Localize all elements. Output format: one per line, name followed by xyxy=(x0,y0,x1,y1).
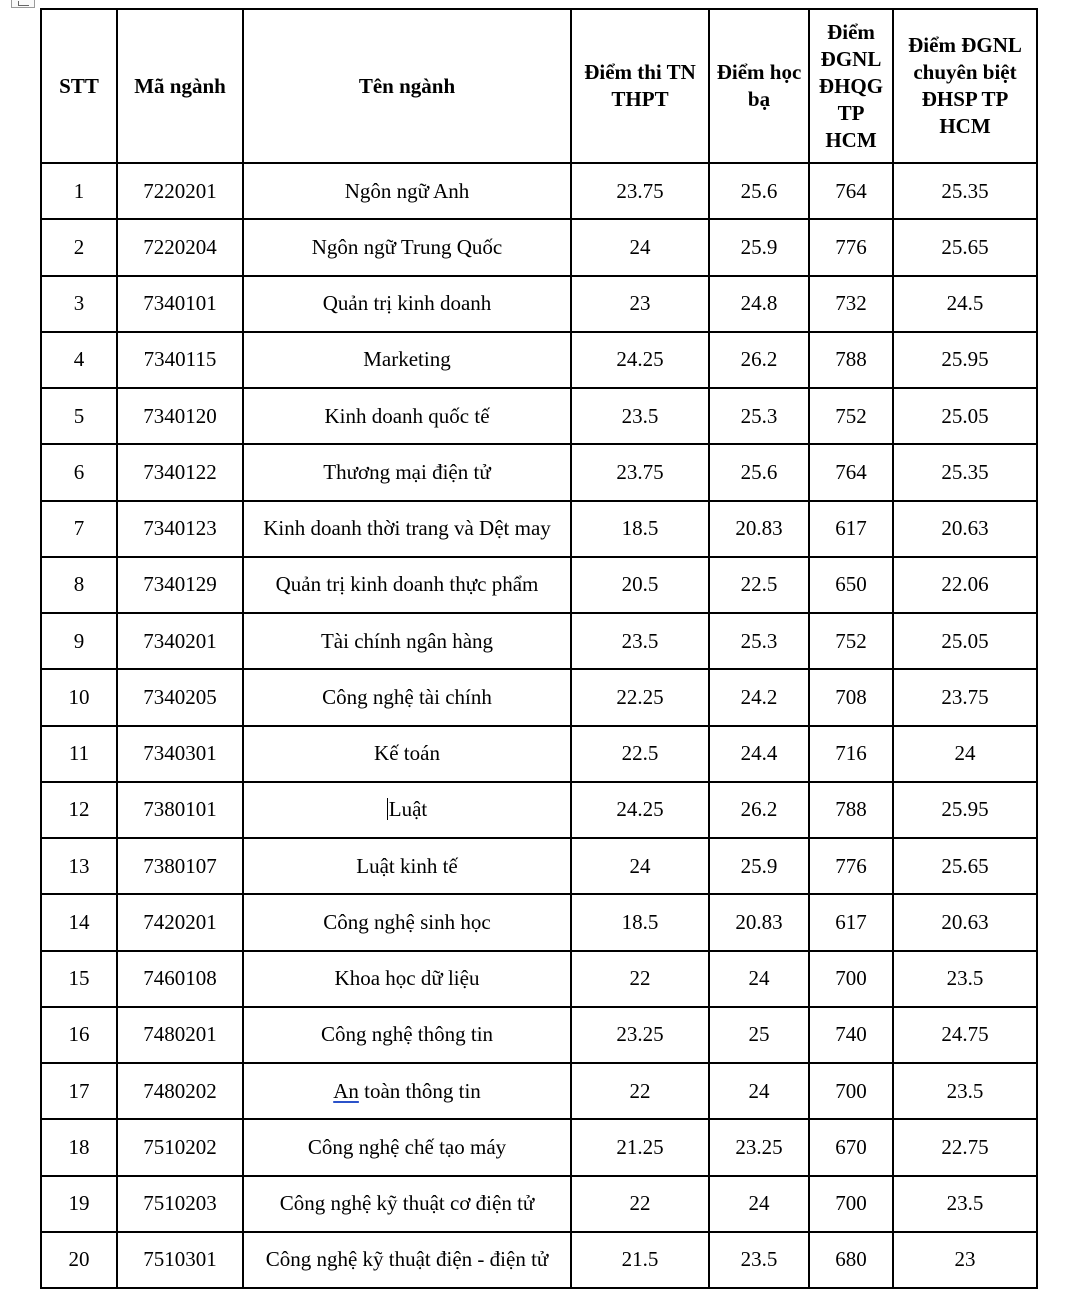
cell-thpt-score: 24 xyxy=(571,838,709,894)
cell-major-name: Công nghệ chế tạo máy xyxy=(243,1119,571,1175)
cell-major-name: Công nghệ thông tin xyxy=(243,1007,571,1063)
cell-dgnl-hcmue-score: 24.75 xyxy=(893,1007,1037,1063)
spellcheck-underlined-word: An xyxy=(333,1078,359,1103)
major-name-text: toàn thông tin xyxy=(358,1078,481,1103)
cell-thpt-score: 22.5 xyxy=(571,726,709,782)
cell-transcript-score: 20.83 xyxy=(709,501,809,557)
cell-dgnl-hcmue-score: 25.35 xyxy=(893,444,1037,500)
cell-dgnl-vnu-score: 708 xyxy=(809,669,893,725)
cell-stt: 18 xyxy=(41,1119,117,1175)
cell-major-code: 7420201 xyxy=(117,894,243,950)
cell-stt: 6 xyxy=(41,444,117,500)
cell-transcript-score: 24 xyxy=(709,951,809,1007)
cell-dgnl-hcmue-score: 25.05 xyxy=(893,388,1037,444)
cell-transcript-score: 25.6 xyxy=(709,163,809,219)
cell-stt: 8 xyxy=(41,557,117,613)
cell-dgnl-hcmue-score: 24.5 xyxy=(893,276,1037,332)
cell-transcript-score: 24 xyxy=(709,1063,809,1119)
cell-dgnl-vnu-score: 764 xyxy=(809,444,893,500)
cell-dgnl-vnu-score: 776 xyxy=(809,219,893,275)
cell-dgnl-hcmue-score: 23.75 xyxy=(893,669,1037,725)
table-row xyxy=(41,276,1037,332)
header-dgnl-vnu-score: Điểm ĐGNL ĐHQG TP HCM xyxy=(809,9,893,163)
cell-stt: 1 xyxy=(41,163,117,219)
cell-major-name: Khoa học dữ liệu xyxy=(243,951,571,1007)
cell-thpt-score: 22 xyxy=(571,951,709,1007)
cell-major-name: Công nghệ tài chính xyxy=(243,669,571,725)
table-header-row xyxy=(41,9,1037,163)
cell-stt: 15 xyxy=(41,951,117,1007)
table-row xyxy=(41,1176,1037,1232)
cell-thpt-score: 23.5 xyxy=(571,613,709,669)
cell-thpt-score: 18.5 xyxy=(571,894,709,950)
cell-thpt-score: 23 xyxy=(571,276,709,332)
cell-thpt-score: 23.5 xyxy=(571,388,709,444)
cell-thpt-score: 22 xyxy=(571,1063,709,1119)
cell-major-name: Marketing xyxy=(243,332,571,388)
cell-major-code: 7340129 xyxy=(117,557,243,613)
header-dgnl-hcmue-score: Điểm ĐGNL chuyên biệt ĐHSP TP HCM xyxy=(893,9,1037,163)
header-major-code: Mã ngành xyxy=(117,9,243,163)
cell-dgnl-vnu-score: 617 xyxy=(809,894,893,950)
cell-thpt-score: 23.75 xyxy=(571,163,709,219)
cell-major-name: Công nghệ kỹ thuật cơ điện tử xyxy=(243,1176,571,1232)
table-row xyxy=(41,557,1037,613)
table-row xyxy=(41,894,1037,950)
table-row xyxy=(41,1063,1037,1119)
cell-major-code: 7340123 xyxy=(117,501,243,557)
cell-dgnl-vnu-score: 700 xyxy=(809,1176,893,1232)
cell-thpt-score: 22 xyxy=(571,1176,709,1232)
cell-transcript-score: 24.2 xyxy=(709,669,809,725)
cell-dgnl-hcmue-score: 25.35 xyxy=(893,163,1037,219)
cell-stt: 19 xyxy=(41,1176,117,1232)
cell-stt: 17 xyxy=(41,1063,117,1119)
table-row xyxy=(41,1232,1037,1288)
cell-stt: 9 xyxy=(41,613,117,669)
cell-major-name: Kế toán xyxy=(243,726,571,782)
cell-transcript-score: 24 xyxy=(709,1176,809,1232)
cell-dgnl-hcmue-score: 22.06 xyxy=(893,557,1037,613)
cell-transcript-score: 24.4 xyxy=(709,726,809,782)
cell-major-code: 7380107 xyxy=(117,838,243,894)
cell-stt: 3 xyxy=(41,276,117,332)
cell-dgnl-vnu-score: 680 xyxy=(809,1232,893,1288)
cell-dgnl-hcmue-score: 20.63 xyxy=(893,894,1037,950)
cell-thpt-score: 23.25 xyxy=(571,1007,709,1063)
cell-transcript-score: 23.25 xyxy=(709,1119,809,1175)
cell-major-code: 7340115 xyxy=(117,332,243,388)
cell-dgnl-vnu-score: 732 xyxy=(809,276,893,332)
cell-stt: 11 xyxy=(41,726,117,782)
cell-major-name: Kinh doanh quốc tế xyxy=(243,388,571,444)
table-row xyxy=(41,219,1037,275)
cell-dgnl-hcmue-score: 23.5 xyxy=(893,951,1037,1007)
cell-dgnl-vnu-score: 776 xyxy=(809,838,893,894)
cell-transcript-score: 26.2 xyxy=(709,782,809,838)
cell-transcript-score: 25.3 xyxy=(709,388,809,444)
text-cursor xyxy=(387,798,388,820)
table-row xyxy=(41,1007,1037,1063)
cell-stt: 10 xyxy=(41,669,117,725)
cell-major-code: 7510202 xyxy=(117,1119,243,1175)
cell-major-code: 7480202 xyxy=(117,1063,243,1119)
cell-major-code: 7340122 xyxy=(117,444,243,500)
cell-major-code: 7510301 xyxy=(117,1232,243,1288)
cell-major-name xyxy=(243,1063,571,1119)
admission-score-table xyxy=(40,8,1038,1289)
header-transcript-score: Điểm học bạ xyxy=(709,9,809,163)
cell-thpt-score: 24.25 xyxy=(571,332,709,388)
cell-major-code: 7460108 xyxy=(117,951,243,1007)
cell-dgnl-hcmue-score: 23 xyxy=(893,1232,1037,1288)
cell-transcript-score: 23.5 xyxy=(709,1232,809,1288)
table-row xyxy=(41,163,1037,219)
cell-major-code: 7340301 xyxy=(117,726,243,782)
cell-transcript-score: 25.9 xyxy=(709,838,809,894)
header-major-name: Tên ngành xyxy=(243,9,571,163)
cell-stt: 2 xyxy=(41,219,117,275)
cell-dgnl-vnu-score: 716 xyxy=(809,726,893,782)
cell-major-name: Quản trị kinh doanh xyxy=(243,276,571,332)
cell-major-code: 7510203 xyxy=(117,1176,243,1232)
cell-major-name: Công nghệ sinh học xyxy=(243,894,571,950)
table-row xyxy=(41,782,1037,838)
table-row xyxy=(41,951,1037,1007)
cell-major-name: Quản trị kinh doanh thực phẩm xyxy=(243,557,571,613)
table-row xyxy=(41,838,1037,894)
cell-major-code: 7340120 xyxy=(117,388,243,444)
cell-dgnl-vnu-score: 752 xyxy=(809,613,893,669)
table-row xyxy=(41,726,1037,782)
cell-thpt-score: 20.5 xyxy=(571,557,709,613)
cell-major-code: 7340101 xyxy=(117,276,243,332)
cell-dgnl-hcmue-score: 25.95 xyxy=(893,782,1037,838)
cell-major-name xyxy=(243,782,571,838)
cell-transcript-score: 22.5 xyxy=(709,557,809,613)
cell-thpt-score: 24 xyxy=(571,219,709,275)
cell-stt: 16 xyxy=(41,1007,117,1063)
table-row xyxy=(41,613,1037,669)
cell-transcript-score: 20.83 xyxy=(709,894,809,950)
table-row xyxy=(41,669,1037,725)
cell-dgnl-vnu-score: 752 xyxy=(809,388,893,444)
cell-major-code: 7380101 xyxy=(117,782,243,838)
cell-major-name: Kinh doanh thời trang và Dệt may xyxy=(243,501,571,557)
cell-thpt-score: 24.25 xyxy=(571,782,709,838)
cell-dgnl-vnu-score: 700 xyxy=(809,951,893,1007)
cell-major-name: Ngôn ngữ Anh xyxy=(243,163,571,219)
cell-transcript-score: 25.3 xyxy=(709,613,809,669)
table-row xyxy=(41,501,1037,557)
cell-dgnl-hcmue-score: 20.63 xyxy=(893,501,1037,557)
cell-dgnl-hcmue-score: 23.5 xyxy=(893,1063,1037,1119)
cell-stt: 20 xyxy=(41,1232,117,1288)
cell-dgnl-hcmue-score: 23.5 xyxy=(893,1176,1037,1232)
cell-thpt-score: 22.25 xyxy=(571,669,709,725)
major-name-text: Luật xyxy=(388,797,428,822)
cell-transcript-score: 26.2 xyxy=(709,332,809,388)
cell-dgnl-vnu-score: 788 xyxy=(809,332,893,388)
header-thpt-score: Điểm thi TN THPT xyxy=(571,9,709,163)
cell-major-code: 7220201 xyxy=(117,163,243,219)
cell-stt: 5 xyxy=(41,388,117,444)
cell-dgnl-hcmue-score: 22.75 xyxy=(893,1119,1037,1175)
cell-major-name: Tài chính ngân hàng xyxy=(243,613,571,669)
cell-dgnl-vnu-score: 740 xyxy=(809,1007,893,1063)
cell-dgnl-hcmue-score: 25.95 xyxy=(893,332,1037,388)
cell-stt: 14 xyxy=(41,894,117,950)
table-row xyxy=(41,444,1037,500)
cell-major-name: Luật kinh tế xyxy=(243,838,571,894)
cell-dgnl-vnu-score: 700 xyxy=(809,1063,893,1119)
table-row xyxy=(41,332,1037,388)
cell-stt: 7 xyxy=(41,501,117,557)
table-row xyxy=(41,388,1037,444)
cell-stt: 12 xyxy=(41,782,117,838)
cell-stt: 4 xyxy=(41,332,117,388)
cell-dgnl-hcmue-score: 25.05 xyxy=(893,613,1037,669)
cell-major-code: 7340205 xyxy=(117,669,243,725)
cell-transcript-score: 25.9 xyxy=(709,219,809,275)
header-stt: STT xyxy=(41,9,117,163)
cell-major-code: 7340201 xyxy=(117,613,243,669)
cell-dgnl-vnu-score: 788 xyxy=(809,782,893,838)
cell-major-name: Công nghệ kỹ thuật điện - điện tử xyxy=(243,1232,571,1288)
cell-dgnl-vnu-score: 670 xyxy=(809,1119,893,1175)
cell-transcript-score: 24.8 xyxy=(709,276,809,332)
cell-major-code: 7480201 xyxy=(117,1007,243,1063)
cell-major-name: Thương mại điện tử xyxy=(243,444,571,500)
cell-dgnl-vnu-score: 617 xyxy=(809,501,893,557)
cell-thpt-score: 18.5 xyxy=(571,501,709,557)
cell-transcript-score: 25.6 xyxy=(709,444,809,500)
table-row xyxy=(41,1119,1037,1175)
cell-thpt-score: 21.5 xyxy=(571,1232,709,1288)
cell-dgnl-hcmue-score: 25.65 xyxy=(893,838,1037,894)
cell-dgnl-vnu-score: 650 xyxy=(809,557,893,613)
cell-dgnl-hcmue-score: 25.65 xyxy=(893,219,1037,275)
cell-dgnl-vnu-score: 764 xyxy=(809,163,893,219)
cell-dgnl-hcmue-score: 24 xyxy=(893,726,1037,782)
cell-thpt-score: 21.25 xyxy=(571,1119,709,1175)
cell-thpt-score: 23.75 xyxy=(571,444,709,500)
table-move-handle[interactable] xyxy=(11,0,35,8)
cell-transcript-score: 25 xyxy=(709,1007,809,1063)
cell-major-name: Ngôn ngữ Trung Quốc xyxy=(243,219,571,275)
cell-major-code: 7220204 xyxy=(117,219,243,275)
cell-stt: 13 xyxy=(41,838,117,894)
